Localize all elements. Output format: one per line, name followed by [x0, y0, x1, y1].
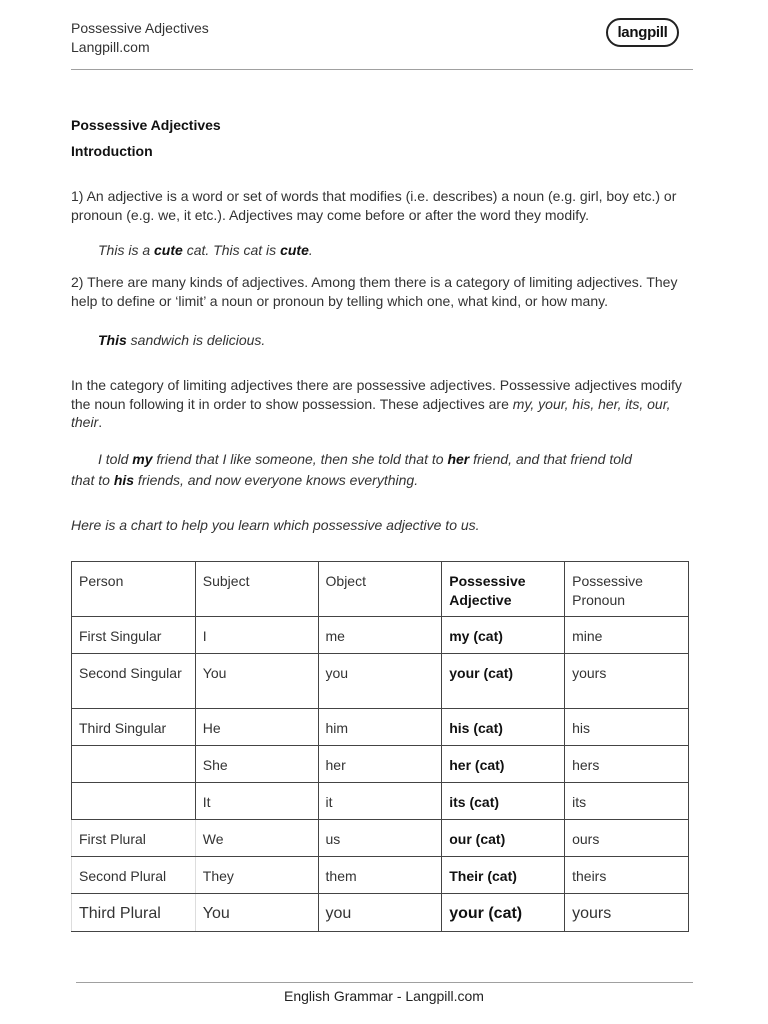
cell-object: me: [318, 617, 442, 654]
example-3: I told my friend that I like someone, then she told that to her friend, and that friend told: [98, 451, 632, 467]
table-header-row: [72, 562, 689, 617]
cell-object: them: [318, 857, 442, 894]
cell-possessive-adjective: her (cat): [442, 746, 565, 783]
cell-possessive-adjective: your (cat): [442, 894, 565, 932]
possessive-adjectives-table: [71, 561, 689, 932]
cell-possessive-pronoun: yours: [565, 654, 689, 709]
table-row: [72, 746, 689, 783]
footer-divider: [76, 982, 693, 983]
header-subject: Subject: [195, 562, 318, 617]
header-object: Object: [318, 562, 442, 617]
table-row: [72, 857, 689, 894]
table-row: [72, 894, 689, 932]
cell-person: Third Singular: [72, 709, 196, 746]
cell-possessive-adjective: its (cat): [442, 783, 565, 820]
table-row: [72, 709, 689, 746]
cell-possessive-pronoun: its: [565, 783, 689, 820]
table-row: [72, 820, 689, 857]
paragraph-3: In the category of limiting adjectives there are possessive adjectives. Possessive adjectives modify the noun following it in order to show possession. These adjectives are my, your, his, her, its, our, their.: [71, 377, 682, 430]
section-heading: Introduction: [71, 143, 153, 159]
paragraph-2: 2) There are many kinds of adjectives. Among them there is a category of limiting adjectives. They help to define or ‘limit’ a noun or pronoun by telling which one, what kind, or how many.: [71, 274, 678, 309]
document-heading: Possessive Adjectives: [71, 117, 221, 133]
cell-possessive-adjective: your (cat): [442, 654, 565, 709]
cell-subject: She: [195, 746, 318, 783]
cell-possessive-adjective: my (cat): [442, 617, 565, 654]
cell-object: him: [318, 709, 442, 746]
document-header: [71, 19, 209, 57]
cell-possessive-adjective: his (cat): [442, 709, 565, 746]
cell-subject: We: [195, 820, 318, 857]
header-divider: [71, 69, 693, 70]
header-title: Possessive Adjectives: [71, 20, 209, 36]
cell-object: you: [318, 654, 442, 709]
cell-subject: It: [195, 783, 318, 820]
cell-person: First Singular: [72, 617, 196, 654]
table-row: [72, 617, 689, 654]
cell-subject: You: [195, 894, 318, 932]
paragraph-1: 1) An adjective is a word or set of words that modifies (i.e. describes) a noun (e.g. girl, boy etc.) or pronoun (e.g. we, it etc.). Adjectives may come before or after the word they modify.: [71, 188, 677, 223]
cell-person: Third Plural: [72, 894, 196, 932]
cell-person: First Plural: [72, 820, 196, 857]
cell-subject: They: [195, 857, 318, 894]
header-possessive-pronoun: Possessive Pronoun: [565, 562, 689, 617]
cell-person: [72, 783, 196, 820]
example-2: This sandwich is delicious.: [98, 332, 266, 348]
cell-possessive-pronoun: yours: [565, 894, 689, 932]
cell-object: us: [318, 820, 442, 857]
cell-possessive-pronoun: ours: [565, 820, 689, 857]
cell-object: her: [318, 746, 442, 783]
cell-object: you: [318, 894, 442, 932]
cell-person: Second Plural: [72, 857, 196, 894]
page-footer: English Grammar - Langpill.com: [284, 988, 484, 1004]
example-1: This is a cute cat. This cat is cute.: [98, 242, 313, 258]
example-3-continued: that to his friends, and now everyone knows everything.: [71, 472, 419, 488]
cell-subject: You: [195, 654, 318, 709]
cell-subject: He: [195, 709, 318, 746]
cell-subject: I: [195, 617, 318, 654]
chart-intro: Here is a chart to help you learn which possessive adjective to us.: [71, 517, 480, 533]
cell-person: [72, 746, 196, 783]
header-site: Langpill.com: [71, 39, 150, 55]
header-person: Person: [72, 562, 196, 617]
table-row: [72, 783, 689, 820]
cell-possessive-pronoun: hers: [565, 746, 689, 783]
cell-person: Second Singular: [72, 654, 196, 709]
cell-possessive-adjective: our (cat): [442, 820, 565, 857]
cell-object: it: [318, 783, 442, 820]
cell-possessive-pronoun: mine: [565, 617, 689, 654]
table-row: [72, 654, 689, 709]
cell-possessive-pronoun: theirs: [565, 857, 689, 894]
cell-possessive-pronoun: his: [565, 709, 689, 746]
header-possessive-adjective: Possessive Adjective: [442, 562, 565, 617]
cell-possessive-adjective: Their (cat): [442, 857, 565, 894]
langpill-logo: langpill: [606, 18, 679, 47]
